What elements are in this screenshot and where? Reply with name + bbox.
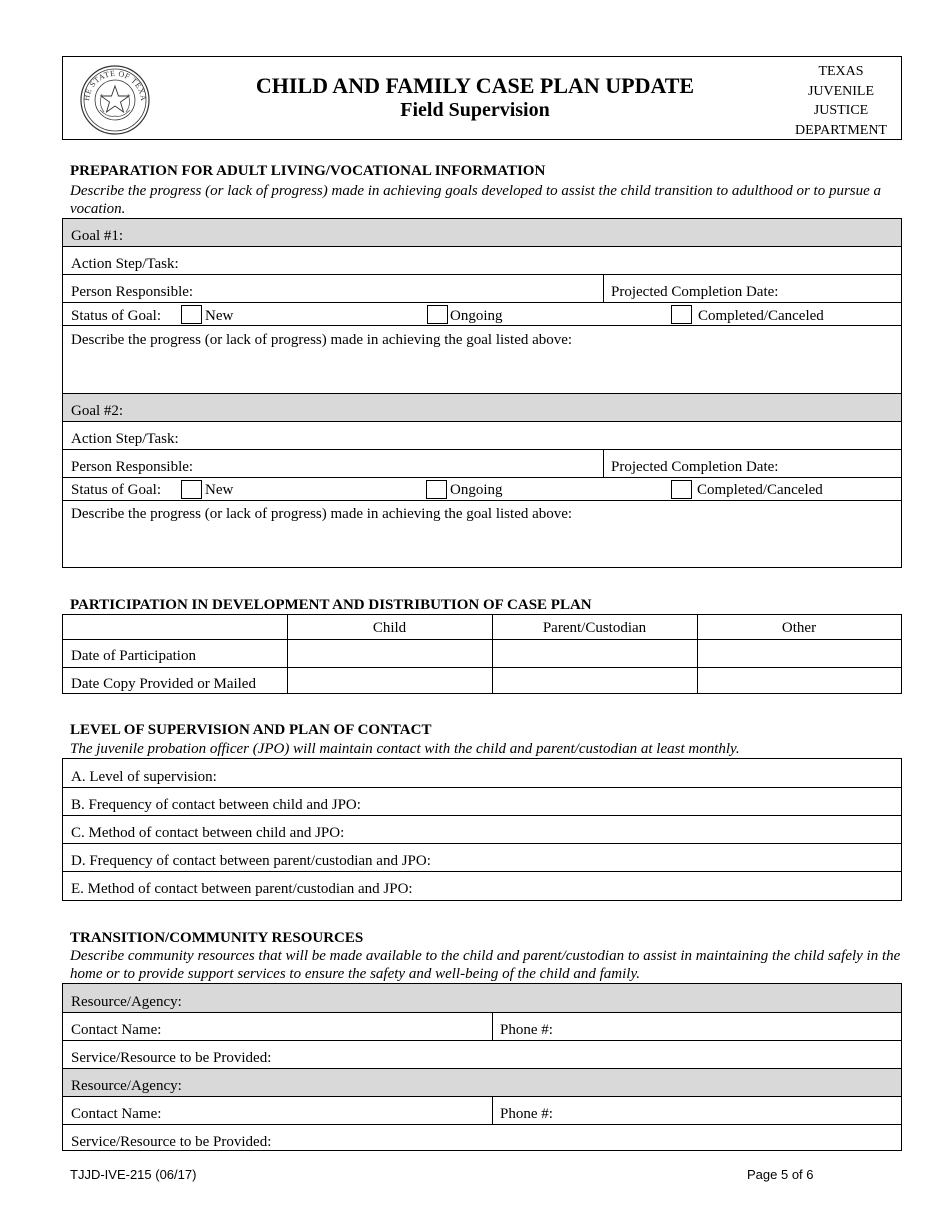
participation-row-copy: Date Copy Provided or Mailed: [71, 676, 256, 692]
goal-2-status-label: Status of Goal:: [71, 482, 161, 498]
goal-2-action-label: Action Step/Task:: [71, 431, 179, 447]
goal-1-label: Goal #1:: [71, 228, 124, 244]
agency-line-4: DEPARTMENT: [795, 122, 887, 138]
participation-table: [62, 614, 902, 694]
resource-2-contact-label: Contact Name:: [71, 1106, 162, 1122]
resource-1-contact-label: Contact Name:: [71, 1022, 162, 1038]
goal-2-new-label: New: [205, 482, 234, 498]
supervision-item-b: B. Frequency of contact between child and JPO:: [71, 797, 361, 813]
other-participation-date-field[interactable]: [699, 641, 900, 666]
supervision-description: The juvenile probation officer (JPO) will maintain contact with the child and parent/custodian at least monthly.: [70, 741, 740, 757]
resource-2-service-label: Service/Resource to be Provided:: [71, 1134, 272, 1150]
resource-1-phone-label: Phone #:: [500, 1022, 553, 1038]
goal-2-completed-label: Completed/Canceled: [697, 482, 823, 498]
goal-2-date-label: Projected Completion Date:: [611, 459, 779, 475]
goal-1-ongoing-checkbox[interactable]: [427, 305, 448, 324]
goal-2-progress-label: Describe the progress (or lack of progress) made in achieving the goal listed above:: [71, 506, 573, 522]
participation-col-child: Child: [372, 620, 407, 636]
goal-1-person-label: Person Responsible:: [71, 284, 194, 300]
resource-1-service-label: Service/Resource to be Provided:: [71, 1050, 272, 1066]
resource-2-phone-label: Phone #:: [500, 1106, 553, 1122]
resources-table: [62, 983, 902, 1151]
supervision-item-c: C. Method of contact between child and JPO:: [71, 825, 345, 841]
participation-heading: PARTICIPATION IN DEVELOPMENT AND DISTRIBUTION OF CASE PLAN: [70, 597, 592, 613]
supervision-item-e: E. Method of contact between parent/custodian and JPO:: [71, 881, 413, 897]
resources-description: Describe community resources that will be made available to the child and parent/custodian to assist in maintaining the child safely in the home or to provide support services to ensure the safety and well-being of the child and family.: [70, 948, 901, 982]
page-number: Page 5 of 6: [747, 1167, 814, 1182]
parent-participation-date-field[interactable]: [494, 641, 696, 666]
agency-name: [786, 62, 896, 140]
supervision-table: [62, 758, 902, 901]
participation-row-date: Date of Participation: [71, 648, 196, 664]
svg-text:THE STATE OF TEXAS: HE STATE OF TEXA: [81, 68, 149, 102]
other-copy-date-field[interactable]: [699, 669, 900, 693]
agency-line-3: JUSTICE: [813, 103, 869, 118]
state-seal-icon: [78, 64, 152, 136]
goal-2-ongoing-checkbox[interactable]: [426, 480, 447, 499]
goal-1-date-label: Projected Completion Date:: [611, 284, 779, 300]
resource-2-agency-label: Resource/Agency:: [71, 1078, 182, 1094]
goal-1-completed-checkbox[interactable]: [671, 305, 692, 324]
goal-1-completed-label: Completed/Canceled: [698, 308, 824, 324]
goal-1-new-label: New: [205, 308, 234, 324]
agency-line-1: TEXAS: [818, 64, 864, 79]
goal-1-progress-label: Describe the progress (or lack of progress) made in achieving the goal listed above:: [71, 332, 573, 348]
form-subtitle: Field Supervision: [400, 99, 550, 121]
goal-1-action-label: Action Step/Task:: [71, 256, 179, 272]
resources-heading: TRANSITION/COMMUNITY RESOURCES: [70, 930, 364, 946]
goal-1-status-label: Status of Goal:: [71, 308, 161, 324]
adult-living-description: Describe the progress (or lack of progress) made in achieving goals developed to assist the child transition to adulthood or to pursue a vocation.: [70, 183, 882, 217]
form-id: TJJD-IVE-215 (06/17): [70, 1167, 197, 1182]
resource-1-agency-label: Resource/Agency:: [71, 994, 182, 1010]
goal-2-person-label: Person Responsible:: [71, 459, 194, 475]
agency-line-2: JUVENILE: [807, 83, 875, 99]
goal-2-completed-checkbox[interactable]: [671, 480, 692, 499]
adult-living-heading: PREPARATION FOR ADULT LIVING/VOCATIONAL INFORMATION: [70, 163, 546, 179]
child-copy-date-field[interactable]: [289, 669, 491, 693]
supervision-item-d: D. Frequency of contact between parent/custodian and JPO:: [71, 853, 431, 869]
goals-table: [62, 218, 902, 568]
child-participation-date-field[interactable]: [289, 641, 491, 666]
form-title: CHILD AND FAMILY CASE PLAN UPDATE: [255, 73, 695, 98]
goal-1-ongoing-label: Ongoing: [450, 308, 503, 324]
participation-col-other: Other: [781, 620, 817, 636]
goal-1-new-checkbox[interactable]: [181, 305, 202, 324]
parent-copy-date-field[interactable]: [494, 669, 696, 693]
goal-2-ongoing-label: Ongoing: [450, 482, 503, 498]
supervision-heading: LEVEL OF SUPERVISION AND PLAN OF CONTACT: [70, 722, 432, 738]
supervision-item-a: A. Level of supervision:: [71, 769, 217, 785]
goal-2-new-checkbox[interactable]: [181, 480, 202, 499]
participation-col-parent: Parent/Custodian: [542, 620, 647, 636]
goal-2-label: Goal #2:: [71, 403, 124, 419]
